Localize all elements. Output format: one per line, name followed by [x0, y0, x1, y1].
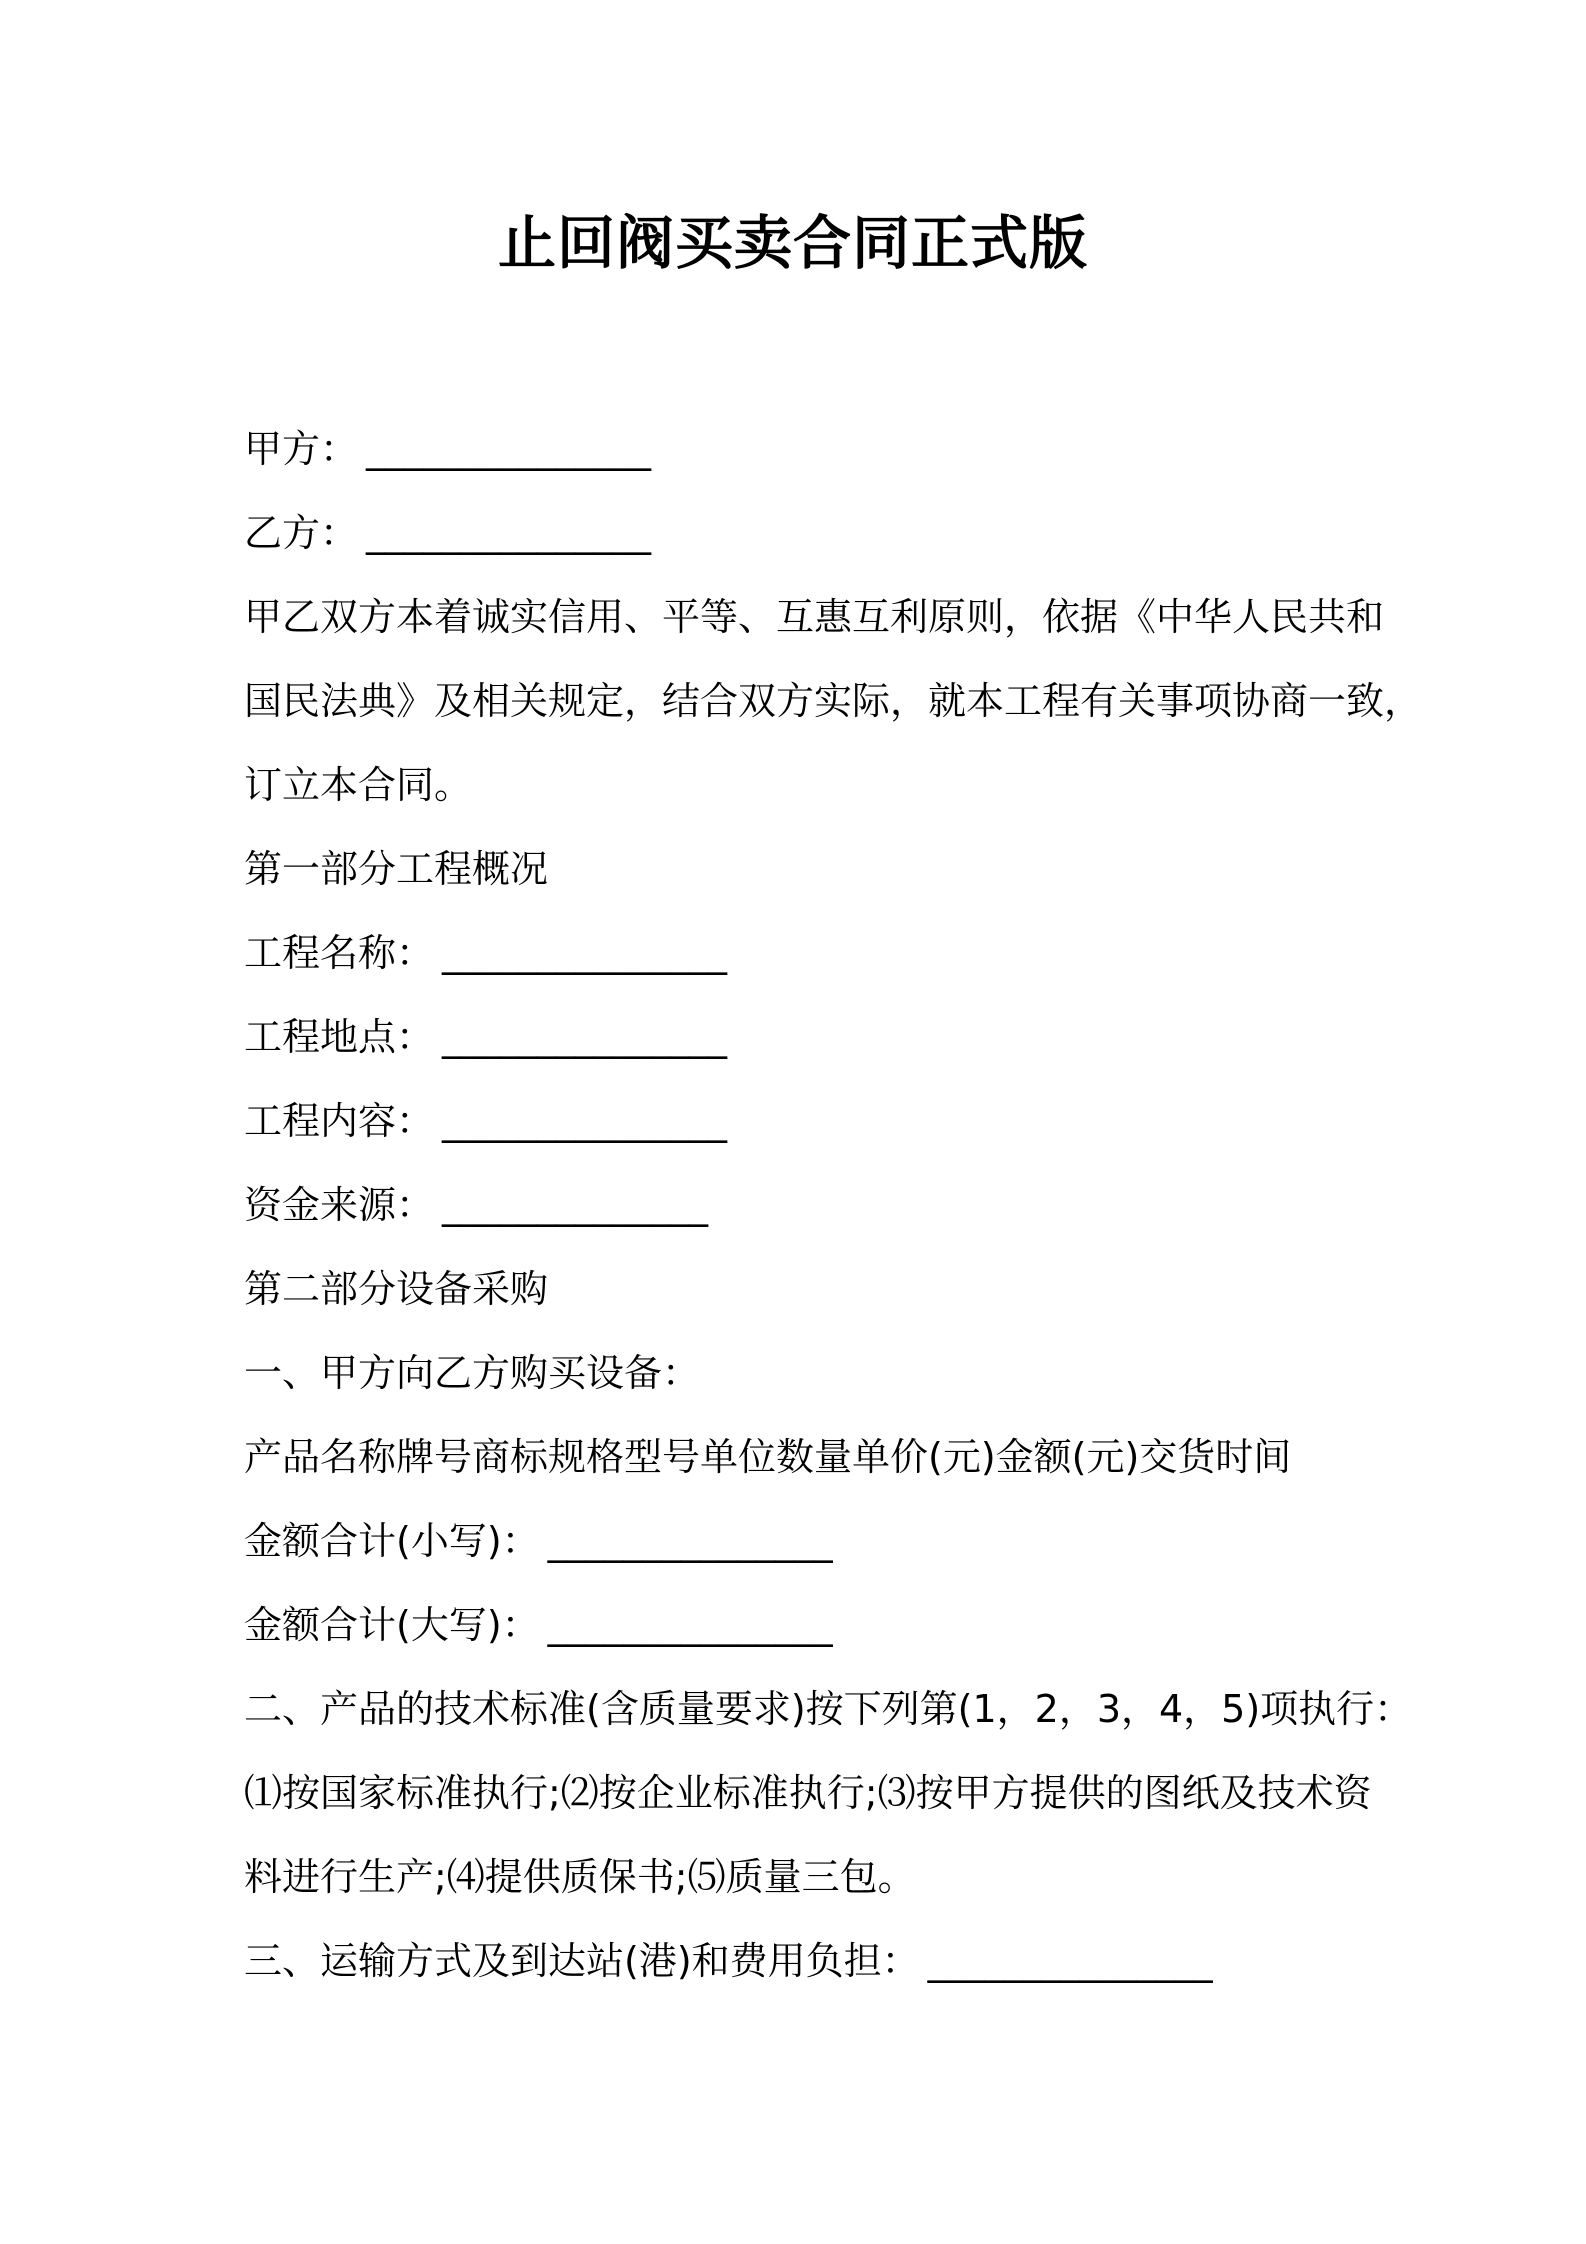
line-project-name [244, 911, 1364, 995]
party-a-label: 甲方： [244, 427, 359, 471]
preamble-line-1 [244, 575, 1385, 659]
funding-source-label: 资金来源： [244, 1183, 435, 1227]
project-content-label: 工程内容： [244, 1099, 435, 1143]
clause-2-heading [244, 1667, 1413, 1751]
section-1-heading [244, 827, 1364, 911]
total-uppercase-blank: _______________ [547, 1603, 833, 1647]
clause-1-heading [244, 1331, 1364, 1415]
preamble-text-1: 甲乙双方本着诚实信用、平等、互惠互利原则，依据《中华人民共和 [244, 595, 1385, 639]
clause-2-detail-1: ⑴按国家标准执行;⑵按企业标准执行;⑶按甲方提供的图纸及技术资 [244, 1771, 1372, 1815]
section-2-heading [244, 1247, 1364, 1331]
clause-2-detail-2: 料进行生产;⑷提供质保书;⑸质量三包。 [244, 1855, 916, 1899]
preamble-text-3: 订立本合同。 [244, 763, 473, 807]
line-total-lowercase [244, 1499, 1364, 1583]
project-location-label: 工程地点： [244, 1015, 435, 1059]
product-table-header [244, 1415, 1364, 1499]
clause-1-text: 一、甲方向乙方购买设备： [244, 1351, 701, 1395]
clause-2-line-1 [244, 1751, 1372, 1835]
preamble-line-2 [244, 659, 1423, 743]
project-content-blank: _______________ [442, 1099, 728, 1143]
product-table-header-text: 产品名称牌号商标规格型号单位数量单价(元)金额(元)交货时间 [244, 1435, 1292, 1479]
party-b-blank: _______________ [366, 511, 652, 555]
clause-3-label: 三、运输方式及到达站(港)和费用负担： [244, 1939, 920, 1983]
total-uppercase-label: 金额合计(大写)： [244, 1603, 540, 1647]
document-body [244, 407, 1423, 2003]
section-2-text: 第二部分设备采购 [244, 1267, 549, 1311]
line-project-location [244, 995, 1364, 1079]
project-name-blank: _______________ [442, 931, 728, 975]
party-b-label: 乙方： [244, 511, 359, 555]
line-project-content [244, 1079, 1364, 1163]
party-a-blank: _______________ [366, 427, 652, 471]
clause-2-line-2 [244, 1835, 1364, 1919]
clause-3-heading [244, 1919, 1364, 2003]
project-location-blank: _______________ [442, 1015, 728, 1059]
clause-2-text: 二、产品的技术标准(含质量要求)按下列第(1，2，3，4，5)项执行： [244, 1687, 1413, 1731]
total-lowercase-blank: _______________ [547, 1519, 833, 1563]
preamble-line-3 [244, 743, 1364, 827]
line-total-uppercase [244, 1583, 1364, 1667]
total-lowercase-label: 金额合计(小写)： [244, 1519, 540, 1563]
line-party-b [244, 491, 1364, 575]
clause-3-blank: _______________ [927, 1939, 1213, 1983]
document-title: 止回阀买卖合同正式版 [497, 209, 1088, 277]
line-funding-source [244, 1163, 1364, 1247]
funding-source-blank: ______________ [442, 1183, 709, 1227]
preamble-text-2: 国民法典》及相关规定，结合双方实际，就本工程有关事项协商一致， [244, 679, 1423, 723]
section-1-text: 第一部分工程概况 [244, 847, 549, 891]
line-party-a [244, 407, 1364, 491]
project-name-label: 工程名称： [244, 931, 435, 975]
